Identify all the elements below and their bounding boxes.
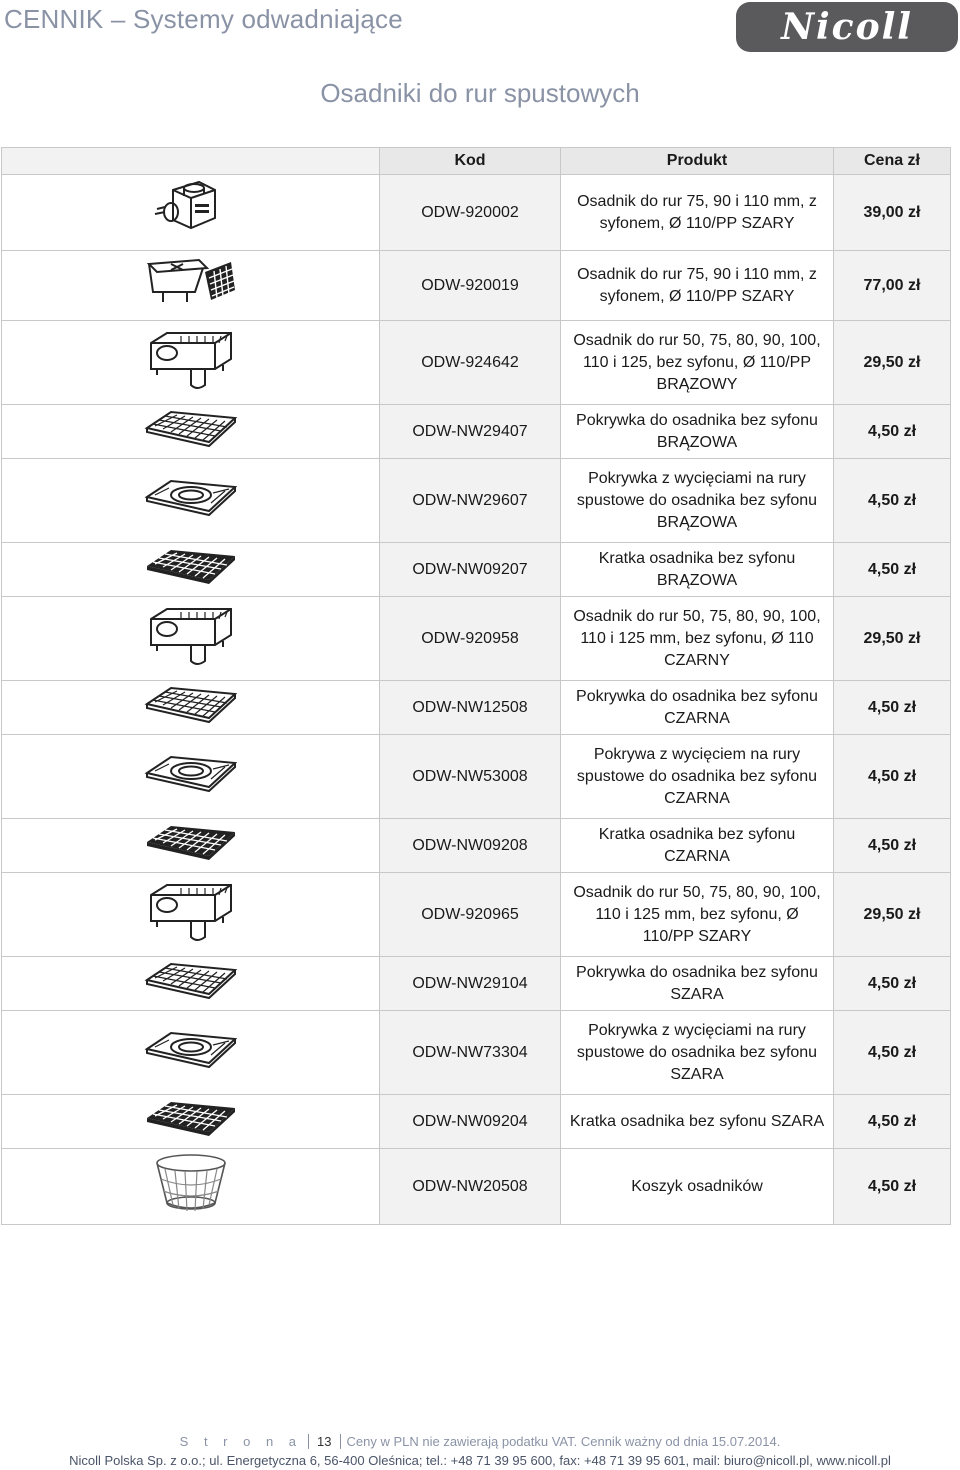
table-row bbox=[2, 957, 951, 1011]
product-code: ODW-NW12508 bbox=[380, 681, 561, 735]
page-label: S t r o n a bbox=[179, 1434, 303, 1449]
table-row bbox=[2, 543, 951, 597]
product-code: ODW-NW29104 bbox=[380, 957, 561, 1011]
product-name: Osadnik do rur 50, 75, 80, 90, 100, 110 i 125, bez syfonu, Ø 110/PP BRĄZOWY bbox=[561, 321, 834, 405]
product-image-cell bbox=[2, 873, 380, 957]
product-name: Osadnik do rur 50, 75, 80, 90, 100, 110 i 125 mm, bez syfonu, Ø 110 CZARNY bbox=[561, 597, 834, 681]
pokrywka-wyciecia-icon bbox=[10, 475, 371, 526]
product-price: 4,50 zł bbox=[834, 1011, 951, 1095]
table-row bbox=[2, 459, 951, 543]
product-price: 4,50 zł bbox=[834, 819, 951, 873]
section-title: Osadniki do rur spustowych bbox=[320, 78, 640, 108]
product-price: 4,50 zł bbox=[834, 543, 951, 597]
pokrywka-wyciecia-icon bbox=[10, 751, 371, 802]
osadnik-box-icon bbox=[10, 601, 371, 676]
table-row bbox=[2, 597, 951, 681]
product-image-cell bbox=[2, 405, 380, 459]
product-image-cell bbox=[2, 597, 380, 681]
table-row bbox=[2, 321, 951, 405]
price-column-header: Cena zł bbox=[834, 148, 951, 175]
product-price: 4,50 zł bbox=[834, 1149, 951, 1225]
product-code: ODW-NW29607 bbox=[380, 459, 561, 543]
product-image-cell bbox=[2, 251, 380, 321]
kratka-icon bbox=[10, 820, 371, 871]
product-image-cell bbox=[2, 543, 380, 597]
page-header-title: CENNIK – Systemy odwadniające bbox=[4, 4, 403, 34]
kratka-icon bbox=[10, 544, 371, 595]
kratka-icon bbox=[10, 1096, 371, 1147]
product-code: ODW-920965 bbox=[380, 873, 561, 957]
table-row bbox=[2, 735, 951, 819]
osadnik-box-icon bbox=[10, 325, 371, 400]
product-price: 4,50 zł bbox=[834, 681, 951, 735]
product-name: Kratka osadnika bez syfonu CZARNA bbox=[561, 819, 834, 873]
table-row bbox=[2, 1149, 951, 1225]
product-image-cell bbox=[2, 681, 380, 735]
product-name: Osadnik do rur 50, 75, 80, 90, 100, 110 i 125 mm, bez syfonu, Ø 110/PP SZARY bbox=[561, 873, 834, 957]
koszyk-icon bbox=[10, 1151, 371, 1222]
pokrywka-icon bbox=[10, 406, 371, 457]
osadnik-syfon-icon bbox=[10, 176, 371, 249]
product-image-cell bbox=[2, 957, 380, 1011]
product-name: Koszyk osadników bbox=[561, 1149, 834, 1225]
table-row bbox=[2, 1011, 951, 1095]
product-price: 39,00 zł bbox=[834, 175, 951, 251]
table-row bbox=[2, 681, 951, 735]
osadnik-z-kratka-icon bbox=[10, 252, 371, 319]
product-image-cell bbox=[2, 1149, 380, 1225]
nicoll-logo: Nicoll bbox=[736, 2, 958, 52]
product-price: 29,50 zł bbox=[834, 873, 951, 957]
table-row bbox=[2, 819, 951, 873]
product-image-cell bbox=[2, 175, 380, 251]
pokrywka-icon bbox=[10, 682, 371, 733]
company-info: Nicoll Polska Sp. z o.o.; ul. Energetyczna 6, 56-400 Oleśnica; tel.: +48 71 39 95 600, fax: +48 71 39 95 601, mail: biuro@nicoll.pl, www.nicoll.pl bbox=[69, 1453, 891, 1468]
product-code: ODW-NW29407 bbox=[380, 405, 561, 459]
pokrywka-icon bbox=[10, 958, 371, 1009]
product-image-cell bbox=[2, 321, 380, 405]
product-price: 77,00 zł bbox=[834, 251, 951, 321]
osadnik-box-icon bbox=[10, 877, 371, 952]
product-code: ODW-NW09208 bbox=[380, 819, 561, 873]
product-image-cell bbox=[2, 819, 380, 873]
price-table bbox=[1, 147, 951, 1225]
product-code: ODW-920002 bbox=[380, 175, 561, 251]
table-header-row bbox=[2, 148, 951, 175]
page-number: 13 bbox=[308, 1434, 340, 1449]
product-price: 4,50 zł bbox=[834, 405, 951, 459]
product-name: Pokrywka z wycięciami na rury spustowe do osadnika bez syfonu SZARA bbox=[561, 1011, 834, 1095]
product-name: Pokrywka do osadnika bez syfonu BRĄZOWA bbox=[561, 405, 834, 459]
product-name: Osadnik do rur 75, 90 i 110 mm, z syfonem, Ø 110/PP SZARY bbox=[561, 175, 834, 251]
product-price: 4,50 zł bbox=[834, 735, 951, 819]
table-row bbox=[2, 1095, 951, 1149]
product-name: Kratka osadnika bez syfonu SZARA bbox=[561, 1095, 834, 1149]
footer-line-1 bbox=[0, 1434, 960, 1449]
product-name: Kratka osadnika bez syfonu BRĄZOWA bbox=[561, 543, 834, 597]
product-name: Pokrywka do osadnika bez syfonu SZARA bbox=[561, 957, 834, 1011]
product-price: 4,50 zł bbox=[834, 957, 951, 1011]
table-row bbox=[2, 175, 951, 251]
product-image-cell bbox=[2, 735, 380, 819]
product-price: 4,50 zł bbox=[834, 459, 951, 543]
product-price: 4,50 zł bbox=[834, 1095, 951, 1149]
pokrywka-wyciecia-icon bbox=[10, 1027, 371, 1078]
product-name: Osadnik do rur 75, 90 i 110 mm, z syfonem, Ø 110/PP SZARY bbox=[561, 251, 834, 321]
product-code: ODW-NW09204 bbox=[380, 1095, 561, 1149]
price-note: Ceny w PLN nie zawierają podatku VAT. Cennik ważny od dnia 15.07.2014. bbox=[346, 1434, 781, 1449]
product-image-cell bbox=[2, 1095, 380, 1149]
product-code: ODW-NW20508 bbox=[380, 1149, 561, 1225]
table-row bbox=[2, 251, 951, 321]
product-code: ODW-NW53008 bbox=[380, 735, 561, 819]
product-code: ODW-920958 bbox=[380, 597, 561, 681]
table-row bbox=[2, 873, 951, 957]
code-column-header: Kod bbox=[380, 148, 561, 175]
product-price: 29,50 zł bbox=[834, 597, 951, 681]
product-name: Pokrywka do osadnika bez syfonu CZARNA bbox=[561, 681, 834, 735]
product-name: Pokrywka z wycięciami na rury spustowe do osadnika bez syfonu BRĄZOWA bbox=[561, 459, 834, 543]
product-code: ODW-920019 bbox=[380, 251, 561, 321]
image-column-header bbox=[2, 148, 380, 175]
product-name: Pokrywa z wycięciem na rury spustowe do osadnika bez syfonu CZARNA bbox=[561, 735, 834, 819]
product-column-header: Produkt bbox=[561, 148, 834, 175]
product-image-cell bbox=[2, 459, 380, 543]
product-code: ODW-924642 bbox=[380, 321, 561, 405]
table-row bbox=[2, 405, 951, 459]
product-code: ODW-NW09207 bbox=[380, 543, 561, 597]
product-price: 29,50 zł bbox=[834, 321, 951, 405]
product-code: ODW-NW73304 bbox=[380, 1011, 561, 1095]
product-image-cell bbox=[2, 1011, 380, 1095]
